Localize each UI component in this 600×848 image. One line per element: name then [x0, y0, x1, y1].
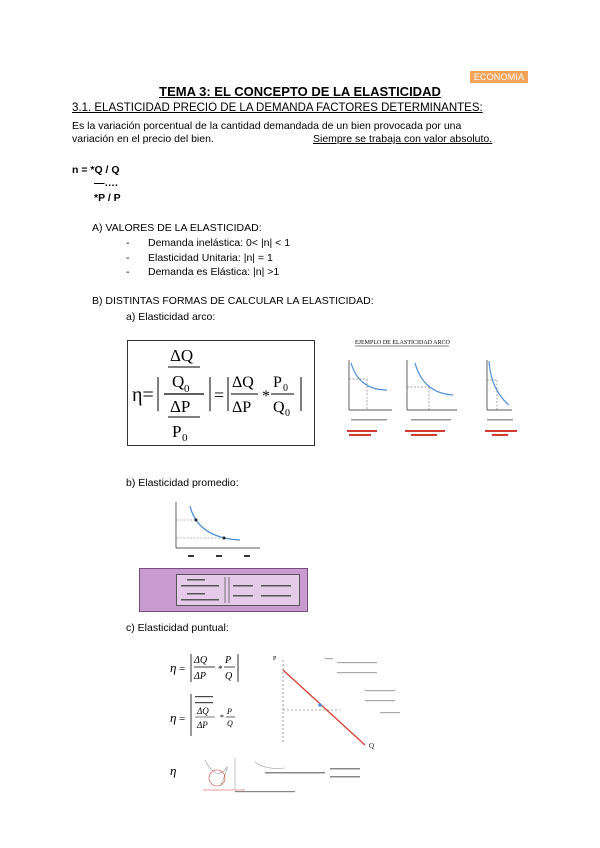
- intro-note: Siempre se trabaja con valor absoluto.: [313, 133, 493, 145]
- arc-formula-svg: [128, 341, 314, 445]
- delta-q: ΔQ: [170, 346, 194, 365]
- section-subtitle: 3.1. ELASTICIDAD PRECIO DE LA DEMANDA FACTORES DETERMINANTES:: [72, 102, 483, 114]
- list-item-text: Elasticidad Unitaria: |n| = 1: [148, 252, 273, 264]
- q0: Q: [172, 372, 185, 391]
- delta-p: ΔP: [170, 397, 191, 416]
- star-point-2: *: [220, 713, 224, 722]
- equals-point-1: =: [179, 663, 186, 675]
- list-item: [126, 252, 273, 264]
- delta-p-2: ΔP: [232, 399, 252, 416]
- formula-line-2: —….: [94, 177, 118, 189]
- list-item: [126, 266, 279, 278]
- bullet-dash: -: [126, 237, 130, 249]
- p0-2-sub: 0: [283, 383, 288, 394]
- p0: P: [172, 422, 182, 441]
- dp-point-2: ΔP: [197, 720, 208, 730]
- q0-2: Q: [273, 399, 285, 416]
- arc-formula-box: [127, 340, 315, 446]
- page-title: TEMA 3: EL CONCEPTO DE LA ELASTICIDAD: [159, 84, 441, 99]
- eta-point-1: η: [170, 660, 177, 675]
- bullet-dash: -: [126, 266, 130, 278]
- average-elasticity-graph: [140, 498, 280, 566]
- section-a-heading: A) VALORES DE LA ELASTICIDAD:: [92, 222, 262, 234]
- formula-line-1: n = *Q / Q: [72, 164, 120, 176]
- point-elasticity-label: c) Elasticidad puntual:: [126, 622, 229, 634]
- dq-point-2: ΔQ: [197, 706, 209, 716]
- formula-line-3: *P / P: [94, 192, 121, 204]
- average-formula-inner: [176, 574, 300, 606]
- average-elasticity-label: b) Elasticidad promedio:: [126, 477, 239, 489]
- arc-elasticity-label: a) Elasticidad arco:: [126, 311, 216, 323]
- delta-q-2: ΔQ: [232, 374, 254, 391]
- subject-tag: ECONOMIA: [470, 71, 528, 83]
- eta-symbol: η=: [132, 384, 154, 406]
- multiply-sign: *: [262, 388, 270, 405]
- point-elasticity-area: [165, 650, 415, 795]
- q0-2-sub: 0: [285, 408, 290, 419]
- bullet-dash: -: [126, 252, 130, 264]
- intro-line-1: Es la variación porcentual de la cantidad demandada de un bien provocada por una: [72, 120, 462, 132]
- q-point-2: Q: [227, 719, 233, 728]
- intro-line-2: variación en el precio del bien.: [72, 133, 214, 145]
- list-item: [126, 237, 290, 249]
- list-item-text: Demanda inelástica: 0< |n| < 1: [148, 237, 291, 249]
- q0-sub: 0: [184, 383, 190, 395]
- equals-point-2: =: [179, 713, 186, 725]
- p0-sub: 0: [182, 432, 188, 444]
- p0-2: P: [273, 374, 282, 391]
- list-item-text: Demanda es Elástica: |n| >1: [148, 266, 280, 278]
- dq-point-1: ΔQ: [194, 655, 208, 666]
- average-formula-box: [139, 568, 308, 612]
- star-point-1: *: [218, 664, 223, 674]
- section-b-heading: B) DISTINTAS FORMAS DE CALCULAR LA ELASTICIDAD:: [92, 295, 374, 307]
- p-point-1: P: [225, 655, 232, 666]
- eta-point-3: η: [170, 763, 177, 778]
- arc-example-image: [337, 335, 537, 445]
- dp-point-1: ΔP: [194, 671, 206, 682]
- eta-point-2: η: [170, 710, 177, 725]
- equals-sign: =: [214, 385, 225, 405]
- p-point-2: P: [227, 707, 232, 716]
- arc-image-header: EJEMPLO DE ELASTICIDAD ARCO: [355, 340, 450, 346]
- p-axis-label: P: [273, 656, 277, 662]
- q-axis-label: Q: [369, 742, 375, 750]
- q-point-1: Q: [225, 671, 233, 682]
